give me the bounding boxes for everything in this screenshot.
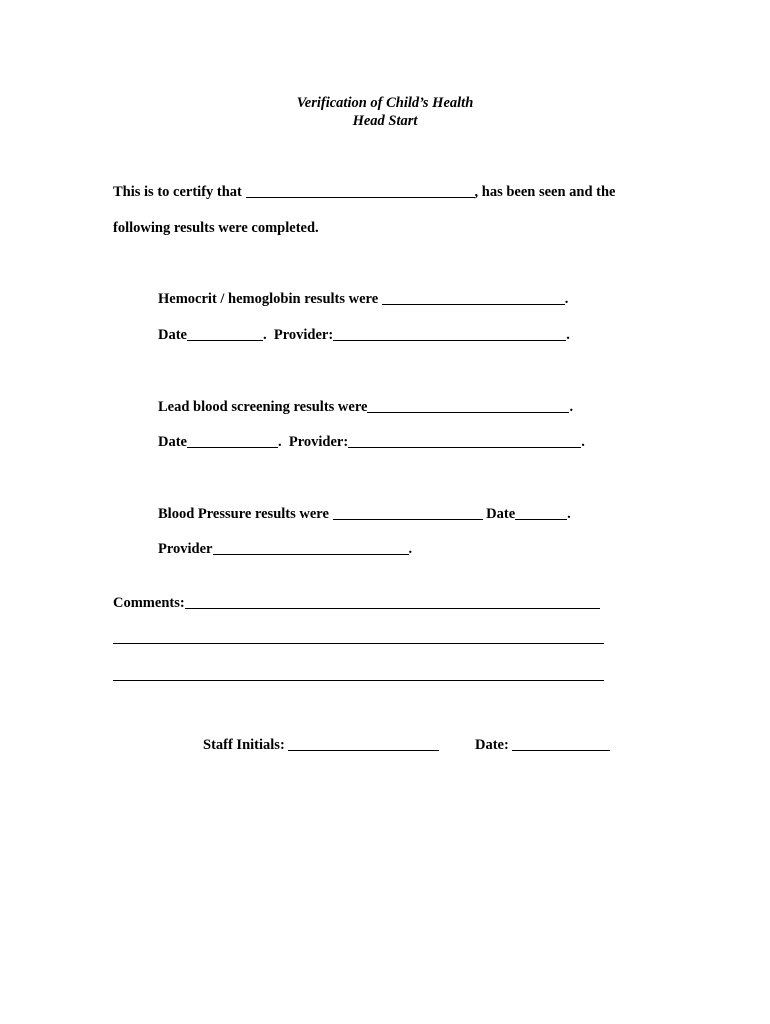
bp-provider-line xyxy=(158,540,412,558)
hemocrit-provider-field[interactable] xyxy=(333,327,566,341)
hemocrit-label: Hemocrit / hemoglobin results were xyxy=(158,291,382,307)
staff-initials-field[interactable] xyxy=(288,737,439,751)
staff-initials-label: Staff Initials: xyxy=(203,737,289,753)
bp-date-period: . xyxy=(567,506,571,522)
staff-initials-line xyxy=(203,736,439,754)
lead-provider-period: . xyxy=(581,434,585,450)
bp-result-field[interactable] xyxy=(333,506,483,520)
certify-line xyxy=(113,183,616,201)
bp-provider-label: Provider xyxy=(158,541,213,557)
comments-field-3[interactable] xyxy=(113,680,604,681)
bp-date-field[interactable] xyxy=(515,506,567,520)
hemocrit-date-label: Date xyxy=(158,327,187,343)
form-title xyxy=(0,94,770,130)
hemocrit-date-provider-line xyxy=(158,326,570,344)
bp-label: Blood Pressure results were xyxy=(158,506,333,522)
staff-date-field[interactable] xyxy=(512,737,610,751)
comments-field-2[interactable] xyxy=(113,643,604,644)
blood-pressure-line xyxy=(158,505,571,523)
lead-date-provider-line xyxy=(158,433,585,451)
hemocrit-date-field[interactable] xyxy=(187,327,263,341)
child-name-field[interactable] xyxy=(246,184,475,198)
lead-result-field[interactable] xyxy=(367,399,569,413)
staff-date-line xyxy=(475,736,610,754)
certify-line2: following results were completed. xyxy=(113,220,319,236)
comments-label: Comments: xyxy=(113,595,185,611)
comments-field-1[interactable] xyxy=(185,595,600,609)
certify-prefix: This is to certify that xyxy=(113,184,246,200)
lead-provider-label: Provider: xyxy=(281,434,349,450)
certify-suffix: , has been seen and the xyxy=(474,184,616,200)
bp-provider-field[interactable] xyxy=(213,541,409,555)
lead-date-field[interactable] xyxy=(187,434,278,448)
hemocrit-period: . xyxy=(564,291,569,307)
lead-label: Lead blood screening results were xyxy=(158,399,368,415)
hemocrit-line xyxy=(158,290,568,308)
hemocrit-date-period: . xyxy=(263,327,267,343)
lead-period: . xyxy=(569,399,574,415)
hemocrit-provider-period: . xyxy=(566,327,570,343)
form-title-line2: Head Start xyxy=(352,113,418,129)
hemocrit-provider-label: Provider: xyxy=(266,327,334,343)
lead-date-label: Date xyxy=(158,434,187,450)
bp-date-label: Date xyxy=(482,506,516,522)
bp-provider-period: . xyxy=(408,541,413,557)
staff-date-label: Date: xyxy=(475,737,513,753)
lead-provider-field[interactable] xyxy=(348,434,581,448)
hemocrit-result-field[interactable] xyxy=(382,291,565,305)
lead-date-period: . xyxy=(278,434,282,450)
form-title-line1: Verification of Child’s Health xyxy=(296,95,474,111)
lead-line xyxy=(158,398,573,416)
comments-line xyxy=(113,594,600,612)
